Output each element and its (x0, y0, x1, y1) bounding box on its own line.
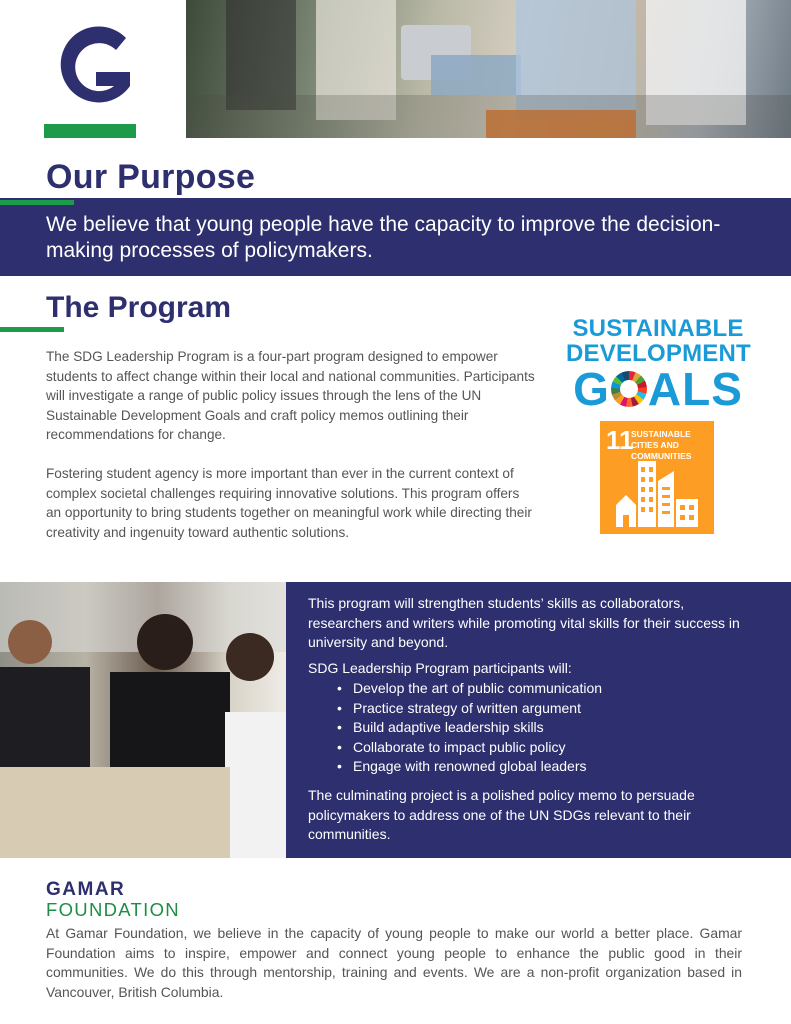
participants-label: SDG Leadership Program participants will: (308, 660, 572, 676)
list-item: • Collaborate to impact public policy (337, 738, 602, 758)
sdg-11-tile (600, 421, 714, 534)
classroom-illustration (0, 582, 286, 858)
sdg-goals-g: G (573, 363, 610, 415)
sdg-goals-als: ALS (647, 363, 743, 415)
list-item: • Build adaptive leadership skills (337, 718, 602, 738)
sdg-logo (566, 315, 751, 415)
foundation-name: GAMAR (46, 879, 126, 900)
list-item: • Engage with renowned global leaders (337, 757, 602, 777)
students-illustration (186, 0, 791, 138)
sdg-line-2: DEVELOPMENT (566, 340, 751, 367)
gamar-logo (44, 14, 140, 142)
list-item: • Develop the art of public communication (337, 679, 602, 699)
culminating-project-text: The culminating project is a polished policy memo to persuade policymakers to address one of the UN SDGs relevant to their communities. (308, 787, 695, 842)
green-accent-bar (0, 327, 64, 332)
classroom-photo (0, 582, 286, 858)
sdg-11-number: 11 (606, 425, 634, 455)
hero-photo (186, 0, 791, 138)
purpose-heading: Our Purpose (46, 158, 256, 196)
purpose-statement: We believe that young people have the capacity to improve the decision-making processes of policymakers. (46, 213, 721, 262)
city-buildings-icon (614, 461, 700, 527)
sdg-color-wheel-icon (611, 371, 647, 407)
sdg-line-1: SUSTAINABLE (572, 315, 744, 342)
foundation-about-text: At Gamar Foundation, we believe in the capacity of young people to make our world a better place. Gamar Foundation aims to inspire, empower and connect young people to enhance the public good in their communities. We do this through mentorship, training and events. We are a non-profit organization based in Vancouver, British Columbia. (46, 925, 742, 1001)
program-paragraph: Fostering student agency is more important than ever in the current context of complex societal challenges requiring innovative solutions. This program offers an opportunity to bring students together on meaningful work while directing their creativity and ingenuity toward authentic solutions. (46, 466, 532, 540)
green-accent-bar (0, 200, 74, 205)
foundation-subtitle: FOUNDATION (46, 899, 180, 920)
list-item: • Practice strategy of written argument (337, 699, 602, 719)
sdg-11-title: SUSTAINABLE CITIES AND COMMUNITIES (631, 429, 692, 461)
sdg-goals-word (566, 363, 750, 415)
program-heading: The Program (46, 291, 232, 324)
participant-benefits-list (337, 679, 602, 777)
skills-text: This program will strengthen students’ skills as collaborators, researchers and writers while promoting vital skills for their success in university and beyond. (308, 595, 740, 650)
program-paragraph: The SDG Leadership Program is a four-part program designed to empower students to affect change within their local and national communities. Participants will investigate a range of public policy issues through the lens of the UN Sustainable Development Goals and craft policy memos outlining their recommendations for change. (46, 349, 535, 442)
